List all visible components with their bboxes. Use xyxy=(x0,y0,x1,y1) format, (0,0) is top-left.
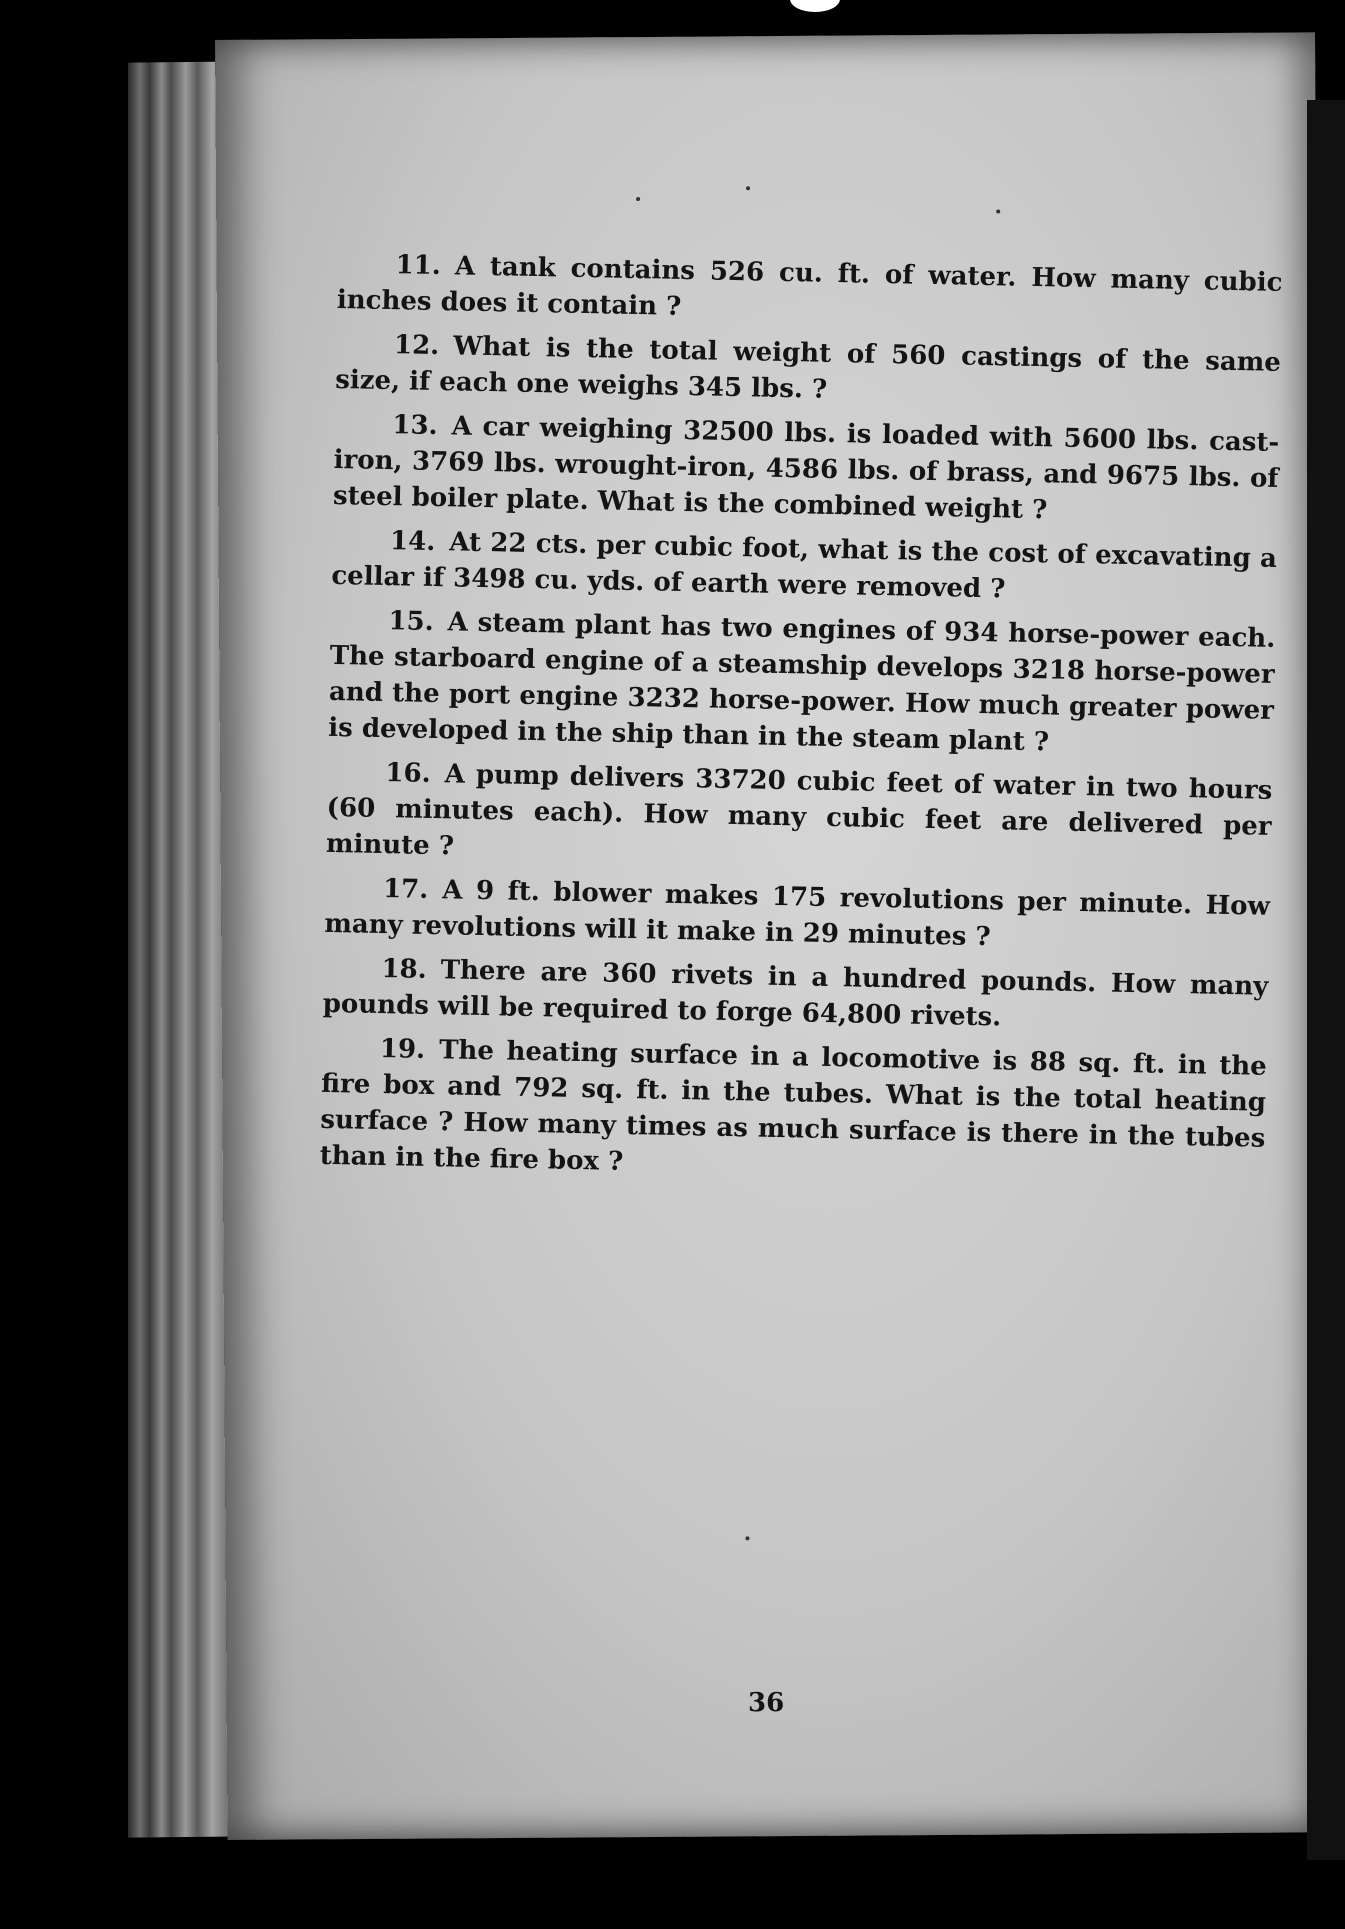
page-speck xyxy=(745,1536,749,1540)
page-speck xyxy=(636,197,640,201)
problem-15 xyxy=(328,602,1276,765)
scan-dark-edge xyxy=(1307,100,1345,1860)
problem-number: 14. xyxy=(389,526,436,558)
problem-text: What is the total weight of 560 castings of the same size, if each one weighs 345 lbs. ? xyxy=(335,331,1282,405)
problem-text: The heating surface in a locomotive is 88 sq. ft. in the fire box and 792 sq. ft. in the tubes. What is the total heating surface ? How many times as much surface is there in the tubes than in the fire box ? xyxy=(319,1035,1268,1177)
problem-18 xyxy=(322,950,1268,1041)
page-number: 36 xyxy=(748,1688,785,1718)
problem-list xyxy=(319,246,1283,1201)
problem-number: 15. xyxy=(388,606,435,637)
problem-number: 13. xyxy=(392,410,438,442)
problem-text: There are 360 rivets in a hundred pounds. How many pounds will be required to forge 64,800 rivets. xyxy=(322,955,1269,1033)
problem-19 xyxy=(319,1030,1267,1193)
problem-17 xyxy=(324,870,1270,961)
problem-16 xyxy=(326,754,1273,881)
problem-number: 18. xyxy=(381,954,428,985)
problem-text: A car weighing 32500 lbs. is loaded with 5600 lbs. cast-iron, 3769 lbs. wrought-iron, 4586 lbs. of brass, and 9675 lbs. of steel boiler plate. What is the combined weight ? xyxy=(332,411,1280,526)
problem-number: 19. xyxy=(379,1034,426,1065)
problem-text: A tank contains 526 cu. ft. of water. How many cubic inches does it contain ? xyxy=(336,251,1283,322)
problem-text: At 22 cts. per cubic foot, what is the cost of excavating a cellar if 3498 cu. yds. of earth were removed ? xyxy=(331,527,1278,605)
problem-text: A 9 ft. blower makes 175 revolutions per minute. How many revolutions will it make in 29 minutes ? xyxy=(324,875,1271,953)
problem-number: 12. xyxy=(393,330,440,362)
page-speck xyxy=(746,186,750,190)
page-speck xyxy=(996,210,1000,214)
problem-12 xyxy=(335,326,1281,417)
problem-text: A steam plant has two engines of 934 horse-power each. The starboard engine of a steamship develops 3218 horse-power and the port engine 3232 horse-power. How much greater power is developed in the ship than in the steam plant ? xyxy=(328,607,1276,758)
problem-number: 11. xyxy=(395,250,442,282)
problem-13 xyxy=(333,406,1280,533)
problem-text: A pump delivers 33720 cubic feet of water in two hours (60 minutes each). How many cubic feet are delivered per minute ? xyxy=(325,759,1273,862)
problem-number: 17. xyxy=(382,874,429,905)
problem-14 xyxy=(331,522,1277,613)
problem-number: 16. xyxy=(385,758,431,789)
scan-blot xyxy=(790,0,840,12)
